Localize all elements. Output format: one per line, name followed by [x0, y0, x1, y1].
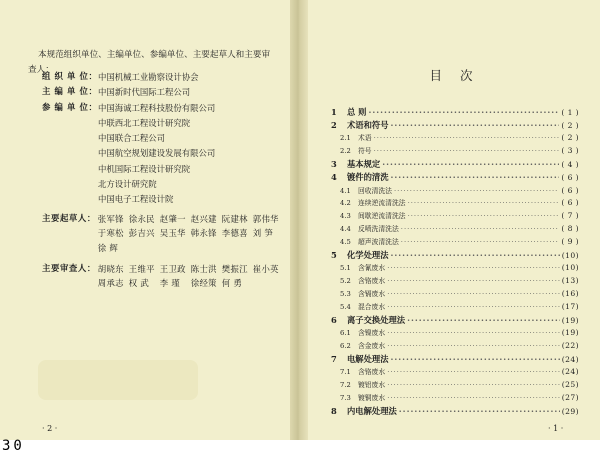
toc-entry-number: 5: [331, 249, 337, 260]
toc-entry-number: 7.1: [340, 367, 351, 376]
toc-entry-page: (25): [561, 379, 579, 389]
toc-chapter-entry[interactable]: [331, 353, 579, 366]
toc-entry-page: (13): [561, 276, 579, 286]
toc-entry-label: 内电解处理法: [347, 405, 397, 416]
toc-entry-number: 3: [331, 159, 337, 170]
toc-entry-number: 5.2: [340, 277, 351, 286]
toc-dot-leader: [387, 381, 560, 389]
toc-dot-leader: [382, 159, 559, 169]
reviewer-name: 徐经策: [190, 278, 217, 289]
toc-dot-leader: [387, 368, 560, 376]
reviewer-name: 王维平: [128, 263, 155, 274]
toc-entry-page: (10): [561, 250, 579, 260]
toc-dot-leader: [387, 290, 560, 298]
toc-entry-label: 镀铜废水: [358, 393, 386, 402]
toc-entry-label: 术语和符号: [347, 120, 389, 131]
toc-entry-number: 1: [331, 107, 337, 117]
toc-entry-label: 总 则: [347, 107, 367, 117]
toc-section-entry[interactable]: [331, 327, 579, 340]
toc-dot-leader: [387, 264, 560, 272]
toc-dot-leader: [374, 147, 560, 155]
toc-dot-leader: [391, 172, 560, 182]
toc-section-entry[interactable]: [331, 145, 579, 158]
toc-entry-label: 电解处理法: [347, 353, 389, 364]
toc-entry-number: 4.4: [340, 225, 351, 234]
toc-section-entry[interactable]: [331, 223, 579, 236]
drafter-name: 刘 笋: [252, 228, 274, 239]
toc-dot-leader: [374, 134, 560, 142]
toc-dot-leader: [394, 187, 559, 195]
toc-entry-number: 2: [331, 120, 337, 131]
reviewer-name: 樊振江: [221, 263, 248, 274]
toc-entry-number: 5.4: [340, 302, 351, 311]
co-editor-row: [42, 101, 287, 208]
drafters-label: 主要起草人：: [42, 212, 96, 223]
toc-chapter-entry[interactable]: [331, 249, 579, 262]
reviewer-name: 李 瑾: [159, 278, 181, 289]
toc-dot-leader: [408, 199, 560, 207]
toc-entry-number: 8: [331, 405, 337, 416]
toc-entry-number: 7.2: [340, 380, 351, 389]
reviewer-name: 权 武: [128, 278, 150, 289]
toc-entry-number: 5.3: [340, 289, 351, 298]
toc-entry-page: ( 8 ): [561, 224, 579, 234]
toc-entry-label: 超声波清洗法: [358, 238, 399, 247]
toc-section-entry[interactable]: [331, 132, 579, 145]
reviewer-name: 胡晓东: [97, 263, 124, 274]
toc-entry-label: 含氰废水: [358, 264, 386, 273]
toc-title: 目次: [429, 68, 491, 83]
toc-entry-page: ( 3 ): [561, 146, 579, 156]
toc-dot-leader: [387, 303, 560, 311]
drafters-names: [98, 212, 287, 256]
toc-entry-number: 2.2: [340, 147, 351, 156]
chief-editor-label: 主 编 单 位：: [42, 86, 98, 97]
toc-entry-number: 4: [331, 172, 337, 183]
toc-dot-leader: [387, 394, 560, 402]
toc-entry-page: ( 6 ): [561, 173, 579, 183]
toc-entry-page: ( 4 ): [561, 160, 579, 170]
toc-dot-leader: [407, 315, 560, 325]
table-of-contents: [331, 106, 579, 418]
toc-section-entry[interactable]: [331, 288, 579, 301]
co-editor-value: 中国电子工程设计院: [98, 194, 174, 205]
co-editor-value: 中国海诚工程科技股份有限公司: [98, 102, 216, 113]
toc-entry-page: (29): [561, 406, 579, 416]
reviewer-name: 王卫政: [159, 263, 186, 274]
co-editor-value: 中国航空规划建设发展有限公司: [98, 148, 216, 159]
toc-chapter-entry[interactable]: [331, 314, 579, 327]
toc-entry-label: 反喷洗清洗法: [358, 225, 399, 234]
toc-entry-label: 回收清洗法: [358, 186, 392, 195]
toc-section-entry[interactable]: [331, 366, 579, 379]
organizer-value: 中国机械工业勘察设计协会: [98, 72, 199, 82]
toc-dot-leader: [387, 342, 560, 350]
toc-entry-page: ( 6 ): [561, 198, 579, 208]
toc-entry-number: 4.3: [340, 212, 351, 221]
toc-entry-number: 4.5: [340, 238, 351, 247]
drafter-name: 赵兴建: [190, 213, 217, 224]
toc-entry-label: 含铬废水: [358, 277, 386, 286]
toc-entry-number: 6.2: [340, 341, 351, 350]
toc-dot-leader: [399, 406, 560, 416]
toc-dot-leader: [401, 225, 560, 233]
left-page-number: · 2 ·: [42, 424, 58, 433]
toc-dot-leader: [368, 107, 559, 117]
reviewers-label: 主要审查人：: [42, 262, 96, 273]
toc-dot-leader: [391, 120, 560, 130]
toc-entry-page: (10): [561, 263, 579, 273]
toc-dot-leader: [387, 277, 560, 285]
toc-entry-page: (17): [561, 301, 579, 311]
toc-entry-label: 符号: [358, 147, 372, 156]
toc-section-entry[interactable]: [331, 262, 579, 275]
toc-entry-label: 镀件的清洗: [347, 172, 389, 183]
toc-dot-leader: [391, 250, 560, 260]
toc-entry-page: ( 1 ): [561, 108, 579, 117]
reviewers-names: [98, 262, 287, 291]
toc-entry-label: 含铬废水: [358, 367, 386, 376]
toc-chapter-entry[interactable]: [331, 119, 579, 132]
toc-dot-leader: [391, 354, 560, 364]
drafters-row: [42, 212, 287, 256]
drafter-name: 张军锋: [97, 213, 124, 224]
toc-section-entry[interactable]: [331, 301, 579, 314]
toc-section-entry[interactable]: [331, 275, 579, 288]
reviewer-name: 周承志: [97, 278, 124, 289]
reviewer-name: 何 勇: [221, 278, 243, 289]
intro-line-2: 查人：: [28, 65, 54, 75]
toc-entry-label: 镀铝废水: [358, 380, 386, 389]
co-editor-value: 中联西北工程设计研究院: [98, 117, 191, 128]
chief-editor-value: 中国新时代国际工程公司: [98, 87, 191, 98]
organizer-label: 组 织 单 位：: [42, 71, 98, 81]
toc-entry-label: 含镍废水: [358, 328, 386, 337]
toc-chapter-entry[interactable]: [331, 405, 579, 418]
toc-entry-label: 间歇逆流清洗法: [358, 212, 406, 221]
reviewer-name: 陈士洪: [190, 263, 217, 274]
drafter-name: 徐永民: [128, 213, 155, 224]
toc-chapter-entry[interactable]: [331, 158, 579, 171]
reviewers-row: [42, 262, 287, 291]
toc-entry-label: 含金废水: [358, 341, 386, 350]
toc-section-entry[interactable]: [331, 392, 579, 405]
drafter-name: 阮建林: [221, 213, 248, 224]
toc-dot-leader: [387, 329, 560, 337]
toc-entry-label: 含镉废水: [358, 289, 386, 298]
drafter-name: 于寒松: [97, 228, 124, 239]
toc-entry-page: ( 2 ): [561, 121, 579, 131]
toc-entry-label: 基本规定: [347, 159, 381, 170]
contributor-list: [42, 70, 287, 291]
co-editor-value: 中机国际工程设计研究院: [98, 163, 191, 174]
toc-chapter-entry[interactable]: [331, 106, 579, 119]
toc-entry-label: 混合废水: [358, 302, 386, 311]
drafter-name: 吴玉华: [159, 228, 186, 239]
co-editor-label: 参 编 单 位：: [42, 101, 98, 112]
toc-section-entry[interactable]: [331, 210, 579, 223]
toc-entry-label: 术语: [358, 134, 372, 143]
toc-dot-leader: [401, 238, 560, 246]
toc-entry-page: (24): [561, 354, 579, 364]
toc-entry-page: (27): [561, 392, 579, 402]
toc-entry-number: 4.2: [340, 199, 351, 208]
toc-entry-page: (24): [561, 366, 579, 376]
toc-entry-page: (22): [561, 340, 579, 350]
toc-entry-page: (16): [561, 288, 579, 298]
toc-entry-page: ( 2 ): [561, 133, 579, 143]
toc-entry-number: 6.1: [340, 328, 351, 337]
toc-section-entry[interactable]: [331, 340, 579, 353]
toc-entry-number: 5.1: [340, 264, 351, 273]
organizer-row: [42, 70, 287, 85]
image-index-label: 30: [2, 438, 25, 454]
drafter-name: 赵肇一: [159, 213, 186, 224]
toc-section-entry[interactable]: [331, 197, 579, 210]
right-page-number: · 1 ·: [548, 424, 564, 433]
toc-entry-page: ( 7 ): [561, 211, 579, 221]
toc-entry-page: ( 6 ): [561, 185, 579, 195]
drafter-name: 韩永锋: [190, 228, 217, 239]
toc-entry-number: 7: [331, 353, 337, 364]
toc-entry-number: 6: [331, 314, 337, 325]
drafter-name: 郭伟华: [252, 213, 279, 224]
toc-entry-label: 连续逆流清洗法: [358, 199, 406, 208]
toc-dot-leader: [408, 212, 560, 220]
chief-editor-row: [42, 85, 287, 100]
toc-entry-page: (19): [561, 315, 579, 325]
intro-line-1: 本规范组织单位、主编单位、参编单位、主要起草人和主要审: [38, 50, 271, 60]
drafter-name: 彭吉兴: [128, 228, 155, 239]
paper-stain: [38, 360, 198, 400]
toc-chapter-entry[interactable]: [331, 171, 579, 184]
toc-entry-number: 2.1: [340, 134, 351, 143]
co-editor-value: 中国联合工程公司: [98, 133, 165, 144]
toc-entry-label: 化学处理法: [347, 249, 389, 260]
reviewer-name: 崔小英: [252, 263, 279, 274]
toc-entry-page: ( 9 ): [561, 237, 579, 247]
toc-section-entry[interactable]: [331, 185, 579, 198]
toc-entry-number: 4.1: [340, 186, 351, 195]
drafter-name: 徐 辉: [97, 243, 119, 254]
toc-section-entry[interactable]: [331, 379, 579, 392]
toc-section-entry[interactable]: [331, 236, 579, 249]
drafter-name: 李德喜: [221, 228, 248, 239]
toc-entry-number: 7.3: [340, 393, 351, 402]
toc-entry-page: (19): [561, 327, 579, 337]
toc-entry-label: 离子交换处理法: [347, 314, 406, 325]
co-editor-value: 北方设计研究院: [98, 179, 157, 190]
